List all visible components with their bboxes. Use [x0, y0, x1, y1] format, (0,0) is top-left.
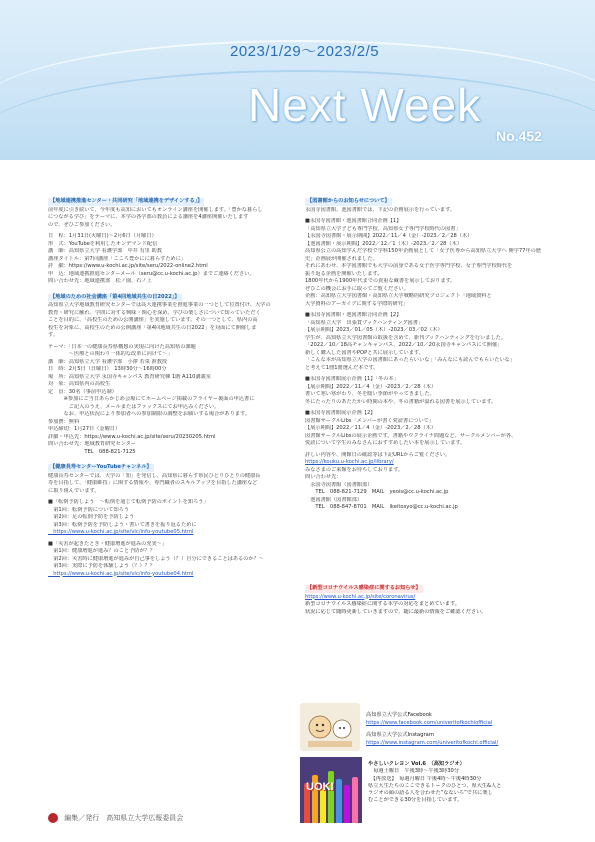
text-line: ■永国寺図書館・池図書館合同企画【2】: [305, 312, 402, 318]
article-body: [305, 312, 550, 512]
article-covid-notice: [305, 585, 550, 616]
text-line: に取り組んでいます。: [48, 487, 100, 494]
text-line: と考えて1冊1冊選んだ本です。: [305, 364, 379, 371]
article-online-lecture: [48, 198, 288, 286]
text-line: 詳しい内容や、開館日の確認等は下記URLからご覧ください。: [305, 451, 451, 458]
text-line: 高知県立大学地域教育研究センターでは高大連携事業を推進事業の一つとして位置付け、大学の: [48, 302, 271, 308]
text-line: 【展示期間】2022／11／4（金）-2023／2／28（木）: [305, 383, 437, 390]
text-line: ■永国寺図書館・池図書館合同企画【1】: [305, 218, 402, 224]
article-tag: 【新型コロナウイルス感染症に関するお知らせ】: [307, 585, 421, 591]
text-line: ※参加にご当日あらかじめ会場にてホームページ掲載のフライヤー裏面の申込書に: [48, 396, 255, 402]
text-line: 詳 細：https://www.u-kochi.ac.jp/site/seru/2022-online2.html: [48, 263, 208, 269]
instagram-link[interactable]: https://www.instagram.com/univeritofkochi.official/: [366, 740, 499, 746]
text-line: 企画：高知県立大学図書館・高知県立大学戦略的研究プロジェクト「地域資料と: [305, 293, 492, 299]
text-line: す。: [48, 332, 58, 338]
radio-title: やさしいクレヨン Vol.6 （高知ラジオ）: [368, 761, 465, 767]
text-line: 日 程：1月31日(火曜日)～2月6日（月曜日）: [48, 233, 157, 239]
text-line: 【永国寺図書館・展示期間】2022／11／4（金）-2023／2／28（木）: [305, 233, 473, 239]
text-line: TEL 088-847-8701 MAIL ikeitosyo@cc.u-kochi.ac.jp: [305, 504, 458, 510]
text-line: ■永国寺図書館展示企画【1】「冬の本」: [305, 376, 399, 382]
text-line: 【展示期間】2023／01／05（木）-2023／03／02（木）: [305, 327, 443, 333]
text-line: ことを目的に、「高校生のための公開講座」を実施しています。その一つとして、県内の高: [48, 317, 258, 323]
facebook-label: 高知県立大学公式Facebook: [366, 712, 432, 718]
text-line: 池図書館（図書館部）: [305, 496, 363, 503]
text-line: 問い合わせ先：: [305, 474, 342, 480]
text-line: 問い合わせ先：地域教育研究センター: [48, 441, 136, 447]
radio-crayon-illustration: [300, 757, 362, 823]
text-line: 申込締切：1月27日（金曜日）: [48, 426, 121, 432]
radio-logo-text: UOKI: [306, 781, 334, 793]
article-youtube-channel: [48, 464, 288, 578]
text-line[interactable]: https://www.u-kochi.ac.jp/site/vlc/info-youtube04.html: [48, 570, 194, 577]
text-line: 申 込：地域連携推進センターメール（seru@cc.u-kochi.ac.jp）までご連絡ください。: [48, 270, 255, 277]
text-line: 新しく購入した図書やPOPと共に展示しています。: [305, 349, 424, 356]
footer-text: 編集／発行 高知県立大学広報委員会: [64, 814, 184, 822]
text-line: 愛読について学生のみなさんにおすすめしたい本を展示しています。: [305, 440, 466, 446]
text-line: 「こんな本が高知県立大学の図書館にあったらいいな」「みんなにも読んでもらいたいな」: [305, 357, 516, 363]
text-line: ～医療との関わり一体的な改革に向けて～」: [48, 351, 173, 357]
text-line: 「2022／10／18高チャンキャンパス、2022／10／20永国寺キャンパスにて開催」: [305, 342, 503, 348]
text-line[interactable]: https://www.u-kochi.ac.jp/site/vlc/info-youtube05.html: [48, 529, 194, 535]
text-line: 学生が、高知県立大学図書館の取扱を含めて、新刊ブックハンティングを行いました。: [305, 334, 507, 341]
text-line: 校生を対象に、高校生のための公開講座「第4回地域共生の日2022」を対面にて開催しま: [48, 324, 257, 331]
article-body: [305, 594, 550, 617]
text-line: 日 時：2月5日（日曜日） 13時30分～16時00分: [48, 366, 167, 372]
text-line: 講 師：高知県立大学 看護学部 小澤 若菜 准教授: [48, 358, 168, 365]
text-line: 定 員：30名（事前申込制）: [48, 388, 117, 395]
article-library-exhibit: [305, 198, 550, 512]
text-line: 冬にたったりのあたたかい時間の本や、冬の書籍が溢れる図書を展示しています。: [305, 398, 497, 405]
text-line: 健康長寿センターでは、大学の「知」を発信し、高知県に暮らす県民ひとりひとりの健康長: [48, 472, 261, 479]
text-line: 「高知県立大学子ども専門学校、高知県女子専門学校時代の図書」: [305, 225, 461, 232]
text-line: ぜひこの機会にお手に取ってご覧ください。: [305, 285, 409, 292]
radio-section: [300, 757, 555, 827]
text-line: 形 式：YouTubeを利用したオンデマンド配信: [48, 240, 158, 247]
right-column: [305, 198, 550, 520]
mascot-illustration: [300, 703, 360, 751]
text-line: なお、申込状況により参加者への参加制限の調整をお願いする場合があります。: [48, 411, 250, 417]
text-line: テーマ：「日本一の健康長寿県構想の実現に向けた高知県の課題: [48, 343, 196, 350]
text-line[interactable]: https://www.u-kochi.ac.jp/site/coronavirus/: [305, 593, 416, 600]
text-line: ラジオの顔の語る人を合わせた“なないろ”で共に楽し: [368, 790, 493, 797]
text-line: 毎週土曜日 午後3時～午後3時30分: [368, 768, 460, 775]
radio-body: [368, 768, 556, 804]
text-line: 【展示期間】2022／11／4（金）-2023／2／28（木）: [305, 425, 437, 431]
date-range: 2023/1/29～2023/2/5: [230, 43, 380, 60]
text-line[interactable]: https://kouku.u-kochi.ac.jp/library/: [305, 459, 394, 465]
text-line: 図書館サークルLibs「メンバーが書く愛読書について」: [305, 417, 435, 424]
text-line: 【池図書館・展示期間】2022／12／1（木）-2023／2／28（木）: [305, 240, 463, 247]
article-body: [48, 302, 288, 456]
text-line: 講座タイトル：第7回講座「こころ豊かにに暮らすために」: [48, 255, 187, 262]
text-line: 前年度に引き続いて、今年度も高知においてもオンライン講座を開催します。「豊かな暮らし: [48, 206, 263, 213]
text-line: 1800年代から1900年代までの貴重な蔵書を展示しております。: [305, 278, 456, 284]
university-logo-icon: [48, 813, 58, 823]
text-line: 場 所：高知県立大学 永国寺キャンパス 教育研究棟 1階 A110講義室: [48, 373, 212, 380]
text-line: 書いて寒い寒がわり、冬を暖い季節がやってきました。: [305, 391, 435, 397]
text-line: 第3回：転倒予防を予防しよう・書いて書きを振り返るために: [48, 521, 197, 528]
text-line: ■「転倒予防しよう ～転倒を通じて転倒予防のポイントを知ろう」: [48, 499, 209, 505]
text-line: 「高知県立大学 出張賞ブックハンティング図書」: [305, 319, 424, 326]
article-body: [48, 473, 288, 579]
text-line: みなさまのご来館をお待ちしております。: [305, 466, 404, 473]
text-line: 第2回：災害時に健康増進が進みが自己事をしよう（？）自分にできることはあるのか？～: [48, 555, 264, 562]
text-line: 大学資料のアーカイブに関する学際的研究」: [305, 300, 409, 307]
text-line: 振り返る企画を開催いたします。: [305, 270, 383, 277]
text-line: むことができる30分を目指しています。: [368, 797, 463, 804]
article-tag: 【健康長寿センターYouTubeチャンネル】: [50, 464, 152, 470]
radio-info: [368, 761, 556, 805]
text-line: につながる学び」をテーマに、本学の各学部の教員による講座を4講座開催いたします: [48, 214, 249, 220]
page-title: Next Week: [248, 79, 482, 131]
article-tag: 【地域のための社会講座「第4回地域共生の日2022」】: [50, 293, 180, 300]
text-line: それにあわせ、本学図書館でも大学の前身である女子医学専門学校、女子専門学校時代を: [305, 263, 513, 269]
footer: [48, 813, 183, 823]
text-line: 参加費：無料: [48, 418, 80, 425]
text-line: TEL 088-821-7125: [48, 448, 136, 455]
text-line: ので、ぜひご参加ください。: [48, 221, 116, 228]
article-body: [48, 207, 288, 286]
instagram-label: 高知県立大学公式Instagram: [366, 732, 434, 738]
text-line: 詳細・申込先：https://www.u-kochi.ac.jp/site/seru/20230205.html: [48, 433, 216, 440]
header-banner: [0, 0, 595, 160]
text-line: 第2回：足の転倒予防を予防しよう: [48, 514, 135, 520]
text-line: 図書館サークルLibsの展示企画です。書籍やウクライナ問題など、サークルメンバーが各、: [305, 432, 517, 439]
sns-section: [300, 703, 555, 753]
text-line: ■永国寺図書館展示企画【2】: [305, 410, 376, 416]
issue-number: No.452: [496, 128, 542, 144]
text-line: 教育・研究に触れ、学問に対する興味・関心を深め、学びの楽しさについて知っていただく: [48, 309, 261, 316]
text-line: 第3回：実際に予防を体験しよう（？）？？: [48, 563, 156, 569]
text-line: ■「災害が起きたとき・健康増進が進みの充実～」: [48, 540, 168, 547]
text-line: 第1回：健康増進が進み？のこと予防が？？: [48, 548, 156, 554]
text-line: 永国寺図書館、池図書館では、下記の企画展示を行っています。: [305, 206, 456, 213]
text-line: 永国寺図書館（図書館部）: [305, 481, 373, 488]
left-column: [48, 198, 288, 586]
text-line: TEL 088-821-7129 MAIL yeois@cc.u-kochi.ac.jp: [305, 489, 449, 495]
text-line: 問い合わせ先：地域連携部 松ノ園、石ノ上: [48, 278, 152, 284]
text-line: 状況に応じて随時更新していきますので、随に最新の情報をご確認ください。: [305, 608, 487, 615]
article-highschool-lecture: [48, 294, 288, 457]
facebook-link[interactable]: https://www.facebook.com/univeritofkochiofficial: [366, 720, 493, 726]
article-tag: 【図書館からのお知らせについて】: [307, 198, 390, 204]
article-tag: 【地域連携推進センター・共同研究「地域連携をデザインする」】: [50, 198, 203, 204]
text-line: 講 師：高知県立大学 看護学部 中井 有里 助教: [48, 248, 162, 254]
text-line: 寿を目指して、「健康維持」に関する情報や、専門職者のスキルアップを目指した講座など: [48, 480, 258, 486]
text-line: 高知県公立の高知学んだ学校で学科150年企画展として「女子医専から高知県立大学へ 開学77年の歴: [305, 248, 542, 254]
article-body: [305, 207, 550, 309]
text-line: 第1回：転倒予防について知ろう: [48, 506, 130, 513]
text-line: ご記入のうえ、メールまたはファックスにてお申込みください。: [48, 403, 220, 410]
text-line: 対 象：高知県内の高校生: [48, 381, 111, 387]
text-line: 【再放送】 毎週月曜日 午後4時～午後4時30分: [368, 775, 482, 782]
text-line: 史」企画展が開催されました。: [305, 255, 378, 262]
text-line: 新型コロナウイルス感染症に関する本学の対応をまとめています。: [305, 601, 460, 607]
text-line: 県立大生たちのここできるトークのひとつ、県大生&人と: [368, 782, 502, 789]
